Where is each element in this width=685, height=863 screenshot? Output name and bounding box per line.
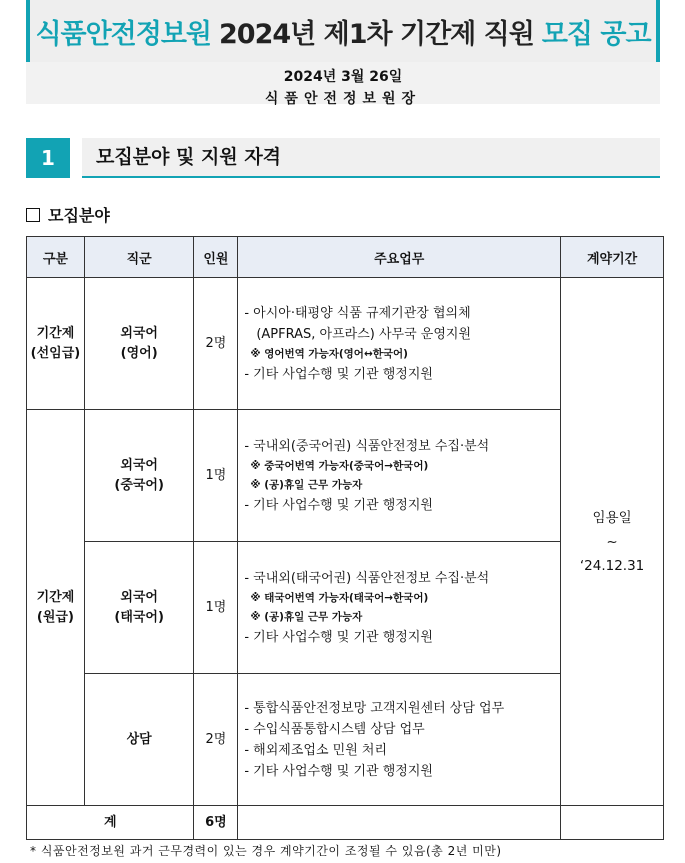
header-duty: 주요업무	[238, 237, 561, 278]
header-category: 구분	[27, 237, 85, 278]
duty-line: - 해외제조업소 민원 처리	[244, 742, 388, 758]
category-cell: 기간제 (선임급)	[27, 278, 85, 410]
duty-note: ※ 태국어번역 가능자(태국어→한국어)	[250, 591, 429, 604]
subsection-heading	[26, 203, 110, 226]
notice-date: 2024년 3월 26일	[283, 69, 403, 85]
count-cell: 2명	[194, 278, 238, 410]
job-cell: 상담	[84, 674, 194, 806]
total-row	[27, 806, 664, 840]
duty-line: (APFRAS, 아프라스) 사무국 운영지원	[256, 326, 472, 342]
duty-line: - 아시아·태평양 식품 규제기관장 협의체	[244, 305, 471, 321]
table-row	[27, 278, 664, 410]
duty-line: - 기타 사업수행 및 기관 행정지원	[244, 366, 433, 382]
title-org: 식품안전정보원	[35, 18, 212, 50]
category-cell: 기간제 (원급)	[27, 410, 85, 806]
footnote: * 식품안전정보원 과거 근무경력이 있는 경우 계약기간이 조정될 수 있음(총 2년 미만)	[30, 844, 502, 858]
duty-note: ※ 중국어번역 가능자(중국어→한국어)	[250, 459, 429, 472]
date-band	[26, 62, 660, 107]
job-cell: 외국어 (영어)	[84, 278, 194, 410]
empty-cell	[238, 806, 561, 840]
subsection-title: 모집분야	[48, 206, 110, 225]
period-cell: 임용일 ~ ‘24.12.31	[561, 278, 664, 806]
total-count: 6명	[194, 806, 238, 840]
title-suffix: 모집 공고	[541, 18, 651, 50]
duty-cell	[238, 542, 561, 674]
header-count: 인원	[194, 237, 238, 278]
duty-line: - 국내외(중국어권) 식품안전정보 수집·분석	[244, 438, 490, 454]
count-cell: 1명	[194, 542, 238, 674]
duty-note: ※ (공)휴일 근무 가능자	[250, 610, 363, 623]
title-main: 2024년 제1차 기간제 직원	[219, 18, 534, 50]
section-number: 1	[26, 138, 70, 178]
total-label: 계	[27, 806, 194, 840]
duty-line: - 통합식품안전정보망 고객지원센터 상담 업무	[244, 700, 505, 716]
job-cell: 외국어 (중국어)	[84, 410, 194, 542]
duty-line: - 기타 사업수행 및 기관 행정지원	[244, 629, 433, 645]
duty-line: - 기타 사업수행 및 기관 행정지원	[244, 763, 433, 779]
empty-cell	[561, 806, 664, 840]
duty-line: - 국내외(태국어권) 식품안전정보 수집·분석	[244, 570, 490, 586]
duty-cell	[238, 674, 561, 806]
header-job: 직군	[84, 237, 194, 278]
duty-cell	[238, 410, 561, 542]
checkbox-square-icon	[26, 208, 40, 222]
duty-line: - 수입식품통합시스템 상담 업무	[244, 721, 425, 737]
header-period: 계약기간	[561, 237, 664, 278]
table-header-row	[27, 237, 664, 278]
section-heading	[26, 138, 660, 178]
count-cell: 1명	[194, 410, 238, 542]
recruitment-table	[26, 236, 664, 840]
notice-title	[26, 0, 660, 62]
issuer: 식품안전정보원장	[264, 91, 422, 107]
duty-cell	[238, 278, 561, 410]
duty-note: ※ 영어번역 가능자(영어↔한국어)	[250, 347, 408, 360]
count-cell: 2명	[194, 674, 238, 806]
job-cell: 외국어 (태국어)	[84, 542, 194, 674]
section-title: 모집분야 및 지원 자격	[82, 138, 660, 178]
duty-note: ※ (공)휴일 근무 가능자	[250, 478, 363, 491]
duty-line: - 기타 사업수행 및 기관 행정지원	[244, 497, 433, 513]
